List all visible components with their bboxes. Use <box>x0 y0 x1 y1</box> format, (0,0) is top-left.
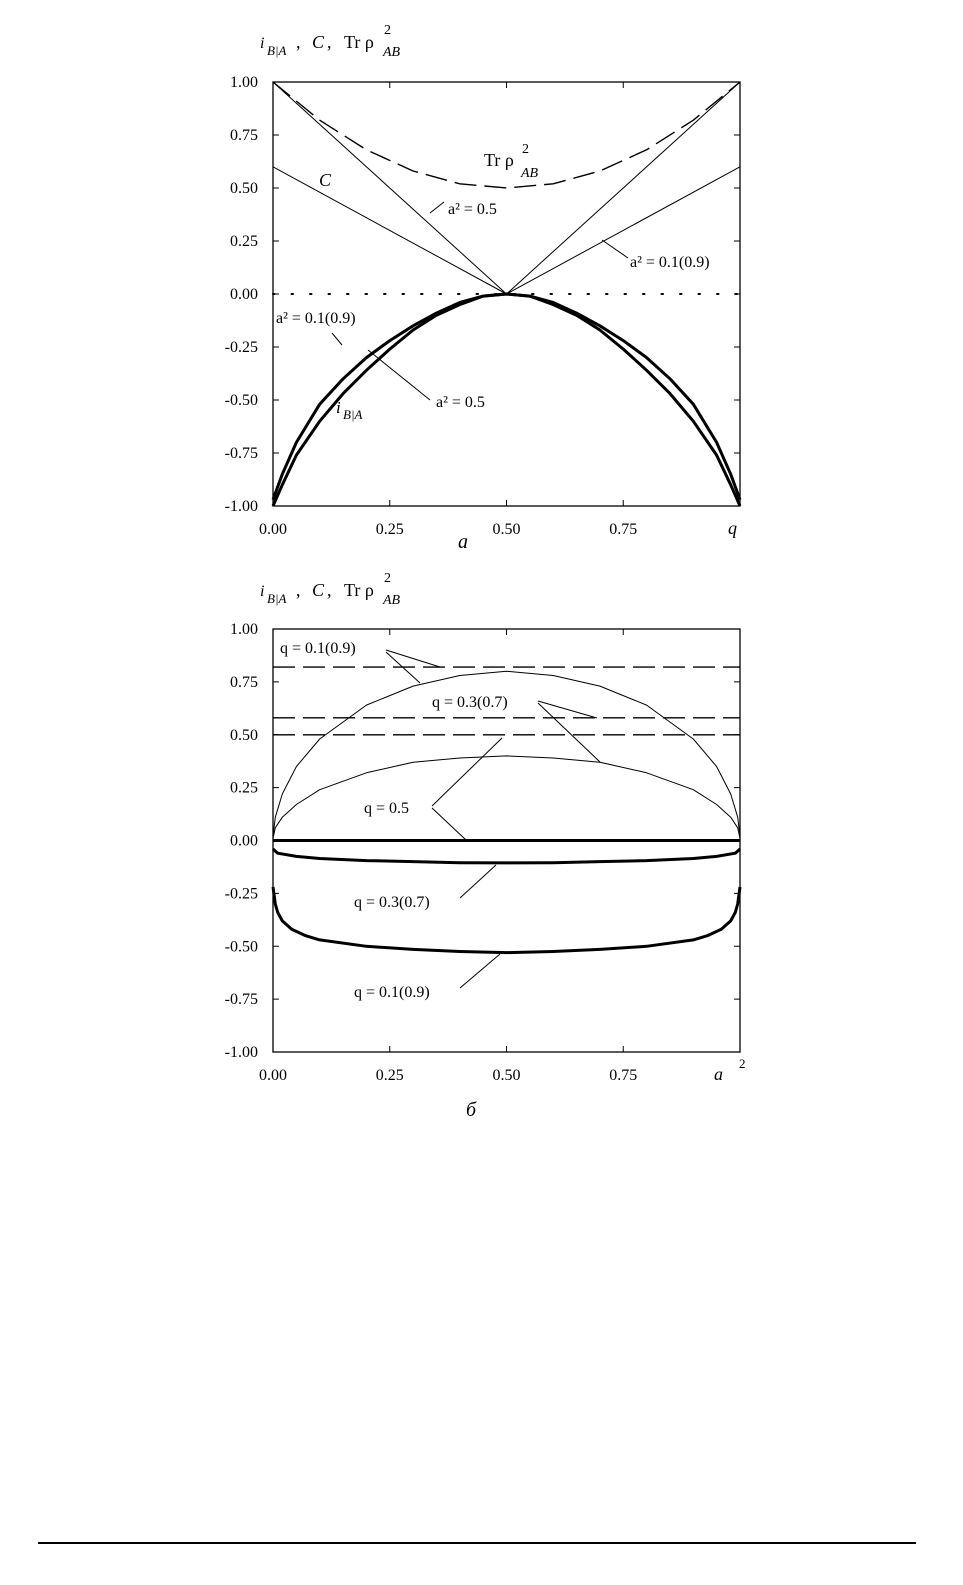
leader-c-a01 <box>602 240 628 258</box>
series-line <box>273 167 740 294</box>
x-tick-label: 0.75 <box>609 521 638 538</box>
annotation-q01-top: q = 0.1(0.9) <box>280 640 356 657</box>
annotation-tr: Tr ρ <box>484 150 514 170</box>
annotation-i-label: i <box>336 398 341 417</box>
y-tick-label: -1.00 <box>224 498 258 515</box>
ylabel-tr-sub: AB <box>383 45 401 60</box>
leader-c-a05 <box>430 202 444 213</box>
leader-q05-zero <box>432 808 466 840</box>
chart-a <box>225 23 740 553</box>
annotation-q01-bottom: q = 0.1(0.9) <box>354 984 430 1001</box>
x-tick-label: 0.50 <box>492 1067 521 1084</box>
leader-q01-dash <box>386 650 440 667</box>
leader-i-a05 <box>368 350 430 400</box>
y-tick-label: -1.00 <box>224 1044 258 1061</box>
annotation-q03-top: q = 0.3(0.7) <box>432 694 508 711</box>
ylabel-tr-sup-b: 2 <box>384 571 391 586</box>
ylabel-tr: Tr ρ <box>344 32 374 52</box>
leader-q01-i <box>460 954 500 988</box>
annotation-i-a01: a² = 0.1(0.9) <box>276 310 356 327</box>
y-tick-label: 1.00 <box>230 74 258 91</box>
y-tick-label: 1.00 <box>230 621 258 638</box>
caption-a: а <box>458 531 468 553</box>
y-tick-label: 0.50 <box>230 180 258 197</box>
series-line <box>273 849 740 863</box>
y-tick-label: 0.75 <box>230 673 258 691</box>
annotation-tr-sub: AB <box>521 166 539 181</box>
y-tick-label: 0.00 <box>230 286 258 303</box>
x-tick-label: 0.00 <box>259 1067 287 1084</box>
y-tick-label: 0.25 <box>230 779 258 797</box>
y-tick-label: -0.75 <box>224 991 258 1009</box>
annotation-c-a01: a² = 0.1(0.9) <box>630 254 710 271</box>
plot-area-b <box>225 621 746 1084</box>
ylabel-comma-2: , <box>327 32 332 52</box>
leader-q03-dash <box>538 701 597 718</box>
ylabel-tr-b: Tr ρ <box>344 580 374 600</box>
ylabel-i-sub-b: B|A <box>267 591 287 606</box>
leader-q03-i <box>460 865 496 898</box>
x-tick-label: 0.50 <box>492 521 521 538</box>
chart-b <box>225 571 746 1121</box>
annotation-c: C <box>319 170 332 190</box>
ylabel-c-b: C <box>312 580 325 600</box>
ylabel-comma-1-b: , <box>296 580 301 600</box>
annotation-i-a05: a² = 0.5 <box>436 394 485 411</box>
page-bottom-rule <box>38 1542 916 1544</box>
ylabel-tr-sub-b: AB <box>383 593 401 608</box>
ylabel-tr-sup: 2 <box>384 23 391 38</box>
leader-q03-c <box>538 703 600 762</box>
y-tick-label: -0.50 <box>224 392 258 409</box>
annotation-c-a05: a² = 0.5 <box>448 201 497 218</box>
leader-i-a01 <box>332 333 342 345</box>
annotation-q05: q = 0.5 <box>364 800 410 817</box>
ylabel-comma-2-b: , <box>327 580 332 600</box>
leader-q05-dash <box>432 738 502 806</box>
caption-b: б <box>466 1099 477 1121</box>
ylabel-i-sub: B|A <box>267 43 287 58</box>
ylabel-i: i <box>260 35 265 52</box>
series-line <box>273 756 740 839</box>
ylabel-c: C <box>312 32 325 52</box>
ylabel-i-b: i <box>260 583 265 600</box>
x-axis-title: a <box>714 1064 723 1084</box>
series-line <box>273 887 740 953</box>
plot-area-a <box>225 74 740 538</box>
y-tick-label: 0.50 <box>230 726 258 744</box>
ylabel-comma-1: , <box>296 32 301 52</box>
annotation-tr-sup: 2 <box>522 142 529 157</box>
x-tick-label: 0.75 <box>609 1067 638 1084</box>
y-tick-label: -0.25 <box>224 885 258 903</box>
x-axis-title: q <box>728 518 737 538</box>
x-tick-label: 0.25 <box>375 521 404 538</box>
annotation-i-sub: B|A <box>343 407 363 422</box>
y-tick-label: -0.25 <box>224 339 258 356</box>
x-axis-title-sup: 2 <box>739 1056 746 1071</box>
y-tick-label: 0.00 <box>230 832 258 850</box>
x-tick-label: 0.25 <box>375 1067 404 1084</box>
x-tick-label: 0.00 <box>259 521 287 538</box>
y-tick-label: 0.25 <box>230 233 258 250</box>
series-line <box>273 82 740 188</box>
y-tick-label: 0.75 <box>230 127 258 144</box>
annotation-q03-bottom: q = 0.3(0.7) <box>354 894 430 911</box>
y-tick-label: -0.50 <box>224 938 258 956</box>
y-tick-label: -0.75 <box>224 445 258 462</box>
